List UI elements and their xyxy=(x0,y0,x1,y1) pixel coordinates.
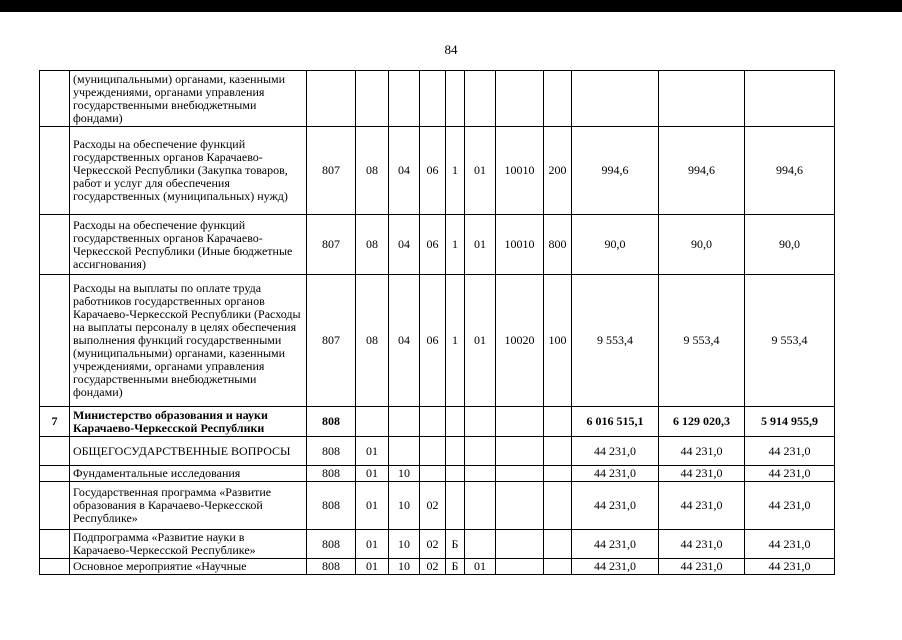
cell-pp xyxy=(446,482,465,530)
cell-pp: 1 xyxy=(446,215,465,275)
cell-s3: 9 553,4 xyxy=(745,275,835,407)
cell-rz: 08 xyxy=(356,127,389,215)
cell-pp: Б xyxy=(446,530,465,559)
table-row xyxy=(40,127,835,215)
cell-ved xyxy=(307,71,356,127)
cell-rz: 08 xyxy=(356,275,389,407)
cell-name: Фундаментальные исследования xyxy=(70,466,307,482)
cell-om xyxy=(465,466,496,482)
cell-pr xyxy=(389,407,420,437)
page-number: 84 xyxy=(444,42,458,57)
cell-gp: 06 xyxy=(420,275,446,407)
cell-name: (муниципальными) органами, казенными учреждениями, органами управления государственными внебюджетными фондами) xyxy=(70,71,307,127)
cell-no: 7 xyxy=(40,407,70,437)
cell-pp: 1 xyxy=(446,127,465,215)
cell-ved: 807 xyxy=(307,275,356,407)
table-row xyxy=(40,407,835,437)
cell-no xyxy=(40,482,70,530)
cell-om xyxy=(465,71,496,127)
cell-vr xyxy=(544,482,572,530)
cell-s3: 994,6 xyxy=(745,127,835,215)
cell-s2: 44 231,0 xyxy=(659,466,745,482)
cell-no xyxy=(40,437,70,466)
cell-s2 xyxy=(659,71,745,127)
cell-s2: 44 231,0 xyxy=(659,482,745,530)
cell-s1: 6 016 515,1 xyxy=(572,407,659,437)
table-row xyxy=(40,215,835,275)
cell-vr xyxy=(544,407,572,437)
top-border-bar xyxy=(0,0,902,12)
cell-vr xyxy=(544,530,572,559)
cell-vr xyxy=(544,559,572,575)
cell-s2: 44 231,0 xyxy=(659,437,745,466)
cell-no xyxy=(40,275,70,407)
cell-rz: 01 xyxy=(356,530,389,559)
cell-vr: 800 xyxy=(544,215,572,275)
cell-s1: 44 231,0 xyxy=(572,466,659,482)
table-row xyxy=(40,466,835,482)
cell-name: Расходы на выплаты по оплате труда работников государственных органов Карачаево-Черкесской Республики (Расходы на выплаты персоналу в целях обеспечения выполнения функций государственными (муниципальными) органами, казенными учреждениями, органами управления государственными внебюджетными фондами) xyxy=(70,275,307,407)
cell-pr: 10 xyxy=(389,559,420,575)
cell-no xyxy=(40,466,70,482)
cell-no xyxy=(40,530,70,559)
cell-gp xyxy=(420,71,446,127)
table-row xyxy=(40,482,835,530)
cell-s1: 90,0 xyxy=(572,215,659,275)
cell-gp xyxy=(420,407,446,437)
cell-s2: 44 231,0 xyxy=(659,530,745,559)
cell-s2: 44 231,0 xyxy=(659,559,745,575)
cell-pp xyxy=(446,71,465,127)
cell-gp: 02 xyxy=(420,482,446,530)
cell-ved: 807 xyxy=(307,127,356,215)
cell-pp: Б xyxy=(446,559,465,575)
cell-vr: 100 xyxy=(544,275,572,407)
cell-no xyxy=(40,71,70,127)
cell-ved: 807 xyxy=(307,215,356,275)
cell-vr xyxy=(544,466,572,482)
cell-dir: 10010 xyxy=(496,127,544,215)
cell-vr xyxy=(544,437,572,466)
cell-dir xyxy=(496,71,544,127)
cell-s1 xyxy=(572,71,659,127)
cell-gp: 06 xyxy=(420,215,446,275)
cell-s1: 44 231,0 xyxy=(572,482,659,530)
cell-pr: 04 xyxy=(389,215,420,275)
cell-s3: 44 231,0 xyxy=(745,530,835,559)
cell-dir: 10010 xyxy=(496,215,544,275)
cell-om: 01 xyxy=(465,127,496,215)
cell-s1: 9 553,4 xyxy=(572,275,659,407)
table-row xyxy=(40,437,835,466)
table-row xyxy=(40,559,835,575)
cell-vr xyxy=(544,71,572,127)
cell-name: Министерство образования и науки Карачаево-Черкесской Республики xyxy=(70,407,307,437)
cell-rz: 01 xyxy=(356,466,389,482)
cell-rz: 01 xyxy=(356,482,389,530)
cell-ved: 808 xyxy=(307,437,356,466)
cell-pp xyxy=(446,466,465,482)
cell-om: 01 xyxy=(465,275,496,407)
cell-s3: 90,0 xyxy=(745,215,835,275)
cell-gp xyxy=(420,437,446,466)
cell-s3: 44 231,0 xyxy=(745,437,835,466)
cell-pr: 10 xyxy=(389,482,420,530)
cell-s1: 994,6 xyxy=(572,127,659,215)
cell-s3: 44 231,0 xyxy=(745,559,835,575)
cell-s3 xyxy=(745,71,835,127)
cell-name: Расходы на обеспечение функций государственных органов Карачаево-Черкесской Республики (Иные бюджетные ассигнования) xyxy=(70,215,307,275)
cell-ved: 808 xyxy=(307,466,356,482)
cell-pp: 1 xyxy=(446,275,465,407)
cell-s3: 44 231,0 xyxy=(745,466,835,482)
table-row xyxy=(40,275,835,407)
cell-rz: 01 xyxy=(356,559,389,575)
cell-no xyxy=(40,215,70,275)
cell-ved: 808 xyxy=(307,482,356,530)
cell-gp: 06 xyxy=(420,127,446,215)
cell-pr: 04 xyxy=(389,275,420,407)
cell-s1: 44 231,0 xyxy=(572,559,659,575)
cell-rz xyxy=(356,71,389,127)
cell-rz: 01 xyxy=(356,437,389,466)
cell-pp xyxy=(446,407,465,437)
cell-name: ОБЩЕГОСУДАРСТВЕННЫЕ ВОПРОСЫ xyxy=(70,437,307,466)
cell-dir xyxy=(496,559,544,575)
cell-dir xyxy=(496,437,544,466)
cell-om: 01 xyxy=(465,559,496,575)
cell-gp xyxy=(420,466,446,482)
cell-om xyxy=(465,407,496,437)
cell-pr xyxy=(389,437,420,466)
cell-s2: 994,6 xyxy=(659,127,745,215)
cell-dir xyxy=(496,530,544,559)
table-row xyxy=(40,530,835,559)
cell-om xyxy=(465,437,496,466)
cell-name: Расходы на обеспечение функций государственных органов Карачаево-Черкесской Республики (Закупка товаров, работ и услуг для обеспечения государственных (муниципальных) нужд) xyxy=(70,127,307,215)
cell-s3: 44 231,0 xyxy=(745,482,835,530)
cell-om: 01 xyxy=(465,215,496,275)
cell-ved: 808 xyxy=(307,559,356,575)
cell-dir xyxy=(496,407,544,437)
cell-vr: 200 xyxy=(544,127,572,215)
cell-rz xyxy=(356,407,389,437)
cell-name: Подпрограмма «Развитие науки в Карачаево-Черкесской Республике» xyxy=(70,530,307,559)
cell-s1: 44 231,0 xyxy=(572,437,659,466)
cell-pr: 10 xyxy=(389,530,420,559)
cell-gp: 02 xyxy=(420,559,446,575)
cell-om xyxy=(465,530,496,559)
cell-pp xyxy=(446,437,465,466)
budget-table xyxy=(39,70,835,575)
cell-ved: 808 xyxy=(307,407,356,437)
cell-pr: 04 xyxy=(389,127,420,215)
cell-no xyxy=(40,127,70,215)
cell-ved: 808 xyxy=(307,530,356,559)
cell-name: Основное мероприятие «Научные xyxy=(70,559,307,575)
cell-no xyxy=(40,559,70,575)
cell-s2: 9 553,4 xyxy=(659,275,745,407)
cell-dir: 10020 xyxy=(496,275,544,407)
cell-rz: 08 xyxy=(356,215,389,275)
table-row xyxy=(40,71,835,127)
cell-s1: 44 231,0 xyxy=(572,530,659,559)
cell-s3: 5 914 955,9 xyxy=(745,407,835,437)
cell-name: Государственная программа «Развитие образования в Карачаево-Черкесской Республике» xyxy=(70,482,307,530)
cell-om xyxy=(465,482,496,530)
cell-pr xyxy=(389,71,420,127)
cell-dir xyxy=(496,466,544,482)
cell-s2: 6 129 020,3 xyxy=(659,407,745,437)
cell-s2: 90,0 xyxy=(659,215,745,275)
cell-gp: 02 xyxy=(420,530,446,559)
cell-pr: 10 xyxy=(389,466,420,482)
cell-dir xyxy=(496,482,544,530)
